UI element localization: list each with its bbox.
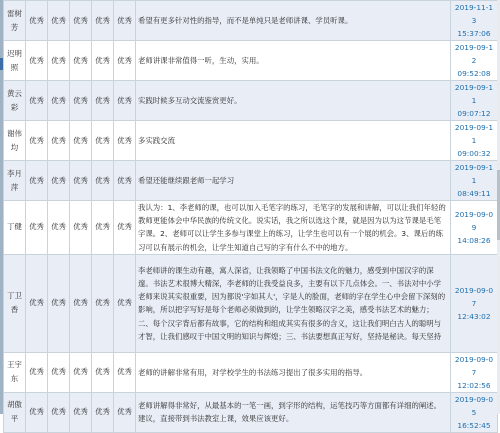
rating-cell: 优秀 — [92, 201, 114, 255]
comment-cell: 我认为：1、李老师的课，也可以加入毛笔字的练习，毛笔字的发展和讲解，可以让我们年轻的教师更能体会中华民族的传统文化。说实话，我之所以选这个课，就是因为以为这节课是毛笔字课。2、老师可以让学生多参与课堂上的练习，让学生也可以有一个展的机会。3、课后的练习可以有展示的机会，让学生知道自己写的字有什么不中的地方。 — [136, 201, 451, 255]
table-row — [4, 81, 498, 121]
rating-cell: 优秀 — [70, 1, 92, 41]
timestamp-date: 2019-11-13 — [454, 3, 494, 25]
comment-cell: 李老师讲的课生动有趣，寓人深省，让我领略了中国书法文化的魅力，感受到中国汉字的深邃。书法艺术很博大精深，李老师的让我受益良多，主要有以下几点体会。一、书法对中小学老师来说其实很重要，因为都说'字如其人'，字是人的脸面，老师的字在学生心中会留下深刻的影响，所以把字写好是每个老师必须做到的，让学生领略汉字之美，感受书法艺术的魅力；二、每个汉字背后都有故事，它的结构和组成其实有很多的含义，这让我们明白古人的聪明与才智，让我们感叹于中国文明的知识与辉煌；三、书法要想真正写好，坚持是秘诀。每天坚持 — [136, 254, 451, 352]
timestamp-cell — [451, 254, 498, 352]
timestamp-cell — [451, 161, 498, 201]
rating-cell: 优秀 — [26, 41, 48, 81]
rating-cell: 优秀 — [48, 1, 70, 41]
rating-cell: 优秀 — [48, 41, 70, 81]
student-name-cell: 丁健 — [4, 201, 26, 255]
timestamp-time: 12:43:02 — [457, 311, 491, 321]
comment-cell: 老师的讲解非常有用，对学校学生的书法练习提出了很多实用的指导。 — [136, 352, 451, 392]
timestamp-date: 2019-09-07 — [454, 354, 494, 377]
rating-cell: 优秀 — [48, 352, 70, 392]
rating-cell: 优秀 — [70, 392, 92, 432]
rating-cell: 优秀 — [26, 1, 48, 41]
student-name-cell: 丁卫香 — [4, 254, 26, 352]
rating-cell: 优秀 — [92, 161, 114, 201]
feedback-table-container — [3, 0, 497, 430]
timestamp-cell — [451, 352, 498, 392]
student-name-cell: 黄云彩 — [4, 81, 26, 121]
rating-cell: 优秀 — [70, 121, 92, 161]
timestamp-date: 2019-09-05 — [454, 394, 494, 417]
timestamp-date: 2019-09-11 — [454, 83, 494, 105]
timestamp-time: 16:52:45 — [457, 420, 491, 430]
rating-cell: 优秀 — [48, 81, 70, 121]
timestamp-time: 14:08:26 — [457, 235, 491, 245]
rating-cell: 优秀 — [114, 161, 136, 201]
table-row — [4, 41, 498, 81]
rating-cell: 优秀 — [48, 121, 70, 161]
table-row — [4, 254, 498, 352]
rating-cell: 优秀 — [92, 254, 114, 352]
timestamp-time: 08:49:11 — [457, 189, 491, 198]
timestamp-cell — [451, 392, 498, 432]
rating-cell: 优秀 — [114, 392, 136, 432]
rating-cell: 优秀 — [114, 352, 136, 392]
rating-cell: 优秀 — [26, 392, 48, 432]
rating-cell: 优秀 — [92, 41, 114, 81]
rating-cell: 优秀 — [114, 121, 136, 161]
comment-cell: 希望还能继续跟老师一起学习 — [136, 161, 451, 201]
timestamp-date: 2019-09-12 — [454, 43, 494, 65]
timestamp-cell — [451, 41, 498, 81]
timestamp-cell — [451, 121, 498, 161]
rating-cell: 优秀 — [26, 81, 48, 121]
student-name-cell: 胡傲平 — [4, 392, 26, 432]
rating-cell: 优秀 — [48, 392, 70, 432]
rating-cell: 优秀 — [70, 81, 92, 121]
rating-cell: 优秀 — [26, 352, 48, 392]
feedback-table — [3, 0, 498, 433]
rating-cell: 优秀 — [114, 201, 136, 255]
student-name-cell: 谢伟均 — [4, 121, 26, 161]
student-name-cell: 王宇东 — [4, 352, 26, 392]
rating-cell: 优秀 — [92, 81, 114, 121]
timestamp-date: 2019-09-11 — [454, 163, 494, 185]
table-row — [4, 201, 498, 255]
timestamp-time: 09:07:12 — [457, 109, 491, 118]
timestamp-cell — [451, 1, 498, 41]
table-row — [4, 1, 498, 41]
timestamp-date: 2019-09-11 — [454, 123, 494, 145]
rating-cell: 优秀 — [114, 41, 136, 81]
timestamp-time: 15:37:06 — [457, 29, 491, 38]
table-body — [4, 1, 498, 433]
rating-cell: 优秀 — [114, 81, 136, 121]
table-row — [4, 352, 498, 392]
rating-cell: 优秀 — [70, 254, 92, 352]
student-name-cell: 迟明照 — [4, 41, 26, 81]
rating-cell: 优秀 — [70, 201, 92, 255]
rating-cell: 优秀 — [48, 254, 70, 352]
timestamp-cell — [451, 81, 498, 121]
rating-cell: 优秀 — [114, 1, 136, 41]
rating-cell: 优秀 — [26, 161, 48, 201]
rating-cell: 优秀 — [70, 161, 92, 201]
rating-cell: 优秀 — [70, 41, 92, 81]
rating-cell: 优秀 — [26, 201, 48, 255]
timestamp-time: 12:02:56 — [457, 380, 491, 390]
table-row — [4, 392, 498, 432]
rating-cell: 优秀 — [26, 121, 48, 161]
rating-cell: 优秀 — [92, 1, 114, 41]
timestamp-date: 2019-09-09 — [454, 209, 494, 232]
rating-cell: 优秀 — [48, 201, 70, 255]
comment-cell: 老师讲课非常值得一听，生动，实用。 — [136, 41, 451, 81]
comment-cell: 实践时候多互动交流鉴赏更好。 — [136, 81, 451, 121]
student-name-cell: 雷树芳 — [4, 1, 26, 41]
rating-cell: 优秀 — [70, 352, 92, 392]
comment-cell: 老师讲解得非常好，从最基本的一笔一画，到字形的结构，运笔技巧等方面都有详细的阐述。建议，直接带到书法教室上课，效果应该更好。 — [136, 392, 451, 432]
table-row — [4, 121, 498, 161]
table-row — [4, 161, 498, 201]
timestamp-time: 09:52:08 — [457, 69, 491, 78]
rating-cell: 优秀 — [92, 392, 114, 432]
timestamp-date: 2019-09-07 — [454, 285, 494, 308]
timestamp-cell — [451, 201, 498, 255]
student-name-cell: 李月萍 — [4, 161, 26, 201]
comment-cell: 希望有更多针对性的指导，而不是单纯只是老师讲课、学员听课。 — [136, 1, 451, 41]
timestamp-time: 09:00:32 — [457, 149, 491, 158]
rating-cell: 优秀 — [114, 254, 136, 352]
rating-cell: 优秀 — [92, 121, 114, 161]
rating-cell: 优秀 — [26, 254, 48, 352]
comment-cell: 多实践交流 — [136, 121, 451, 161]
rating-cell: 优秀 — [48, 161, 70, 201]
rating-cell: 优秀 — [92, 352, 114, 392]
